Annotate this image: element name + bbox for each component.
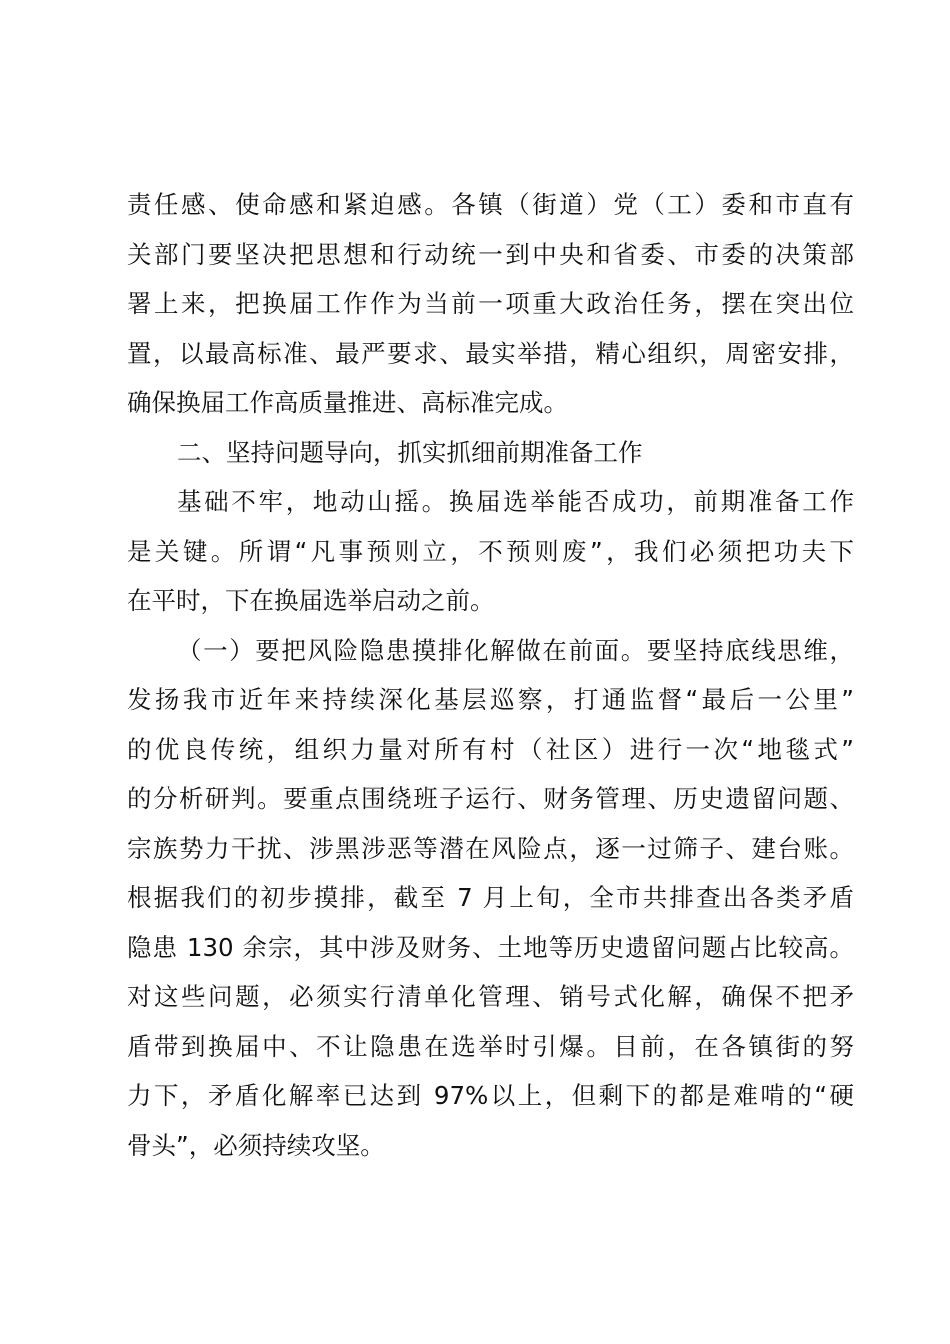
text-line: 骨头”，必须持续攻坚。 — [127, 1130, 385, 1160]
text-line: 署上来，把换届工作作为当前一项重大政治任务，摆在突出位 — [127, 289, 854, 318]
text-line: 置，以最高标准、最严要求、最实举措，精心组织，周密安排， — [127, 338, 854, 368]
text-line: 力下，矛盾化解率已达到 97%以上，但剩下的都是难啃的“硬 — [127, 1081, 854, 1110]
text-line: 对这些问题，必须实行清单化管理、销号式化解，确保不把矛 — [127, 982, 854, 1011]
text-line: 根据我们的初步摸排，截至 7 月上旬，全市共排查出各类矛盾 — [127, 883, 854, 912]
text-line: 隐患 130 余宗，其中涉及财务、土地等历史遗留问题占比较高。 — [127, 932, 854, 962]
text-line: 发扬我市近年来持续深化基层巡察，打通监督“最后一公里” — [127, 685, 854, 714]
text-line: 基础不牢，地动山摇。换届选举能否成功，前期准备工作 — [177, 487, 854, 516]
text-line: 盾带到换届中、不让隐患在选举时引爆。目前，在各镇街的努 — [127, 1031, 854, 1061]
text-line: 确保换届工作高质量推进、高标准完成。 — [127, 388, 568, 417]
section-heading: 二、坚持问题导向，抓实抓细前期准备工作 — [177, 437, 643, 467]
text-line: 的优良传统，组织力量对所有村（社区）进行一次“地毯式” — [127, 734, 854, 764]
text-line: 宗族势力干扰、涉黑涉恶等潜在风险点，逐一过筛子、建台账。 — [127, 833, 854, 863]
text-line: 责任感、使命感和紧迫感。各镇（街道）党（工）委和市直有 — [127, 190, 854, 219]
text-line: 在平时，下在换届选举启动之前。 — [127, 586, 495, 615]
subsection-line: （一）要把风险隐患摸排化解做在前面。要坚持底线思维， — [177, 635, 854, 665]
text-line: 的分析研判。要重点围绕班子运行、财务管理、历史遗留问题、 — [127, 784, 854, 813]
body-text — [127, 180, 854, 1170]
text-line: 是关键。所谓“凡事预则立，不预则废”，我们必须把功夫下 — [127, 536, 854, 566]
text-line: 关部门要坚决把思想和行动统一到中央和省委、市委的决策部 — [127, 239, 854, 269]
